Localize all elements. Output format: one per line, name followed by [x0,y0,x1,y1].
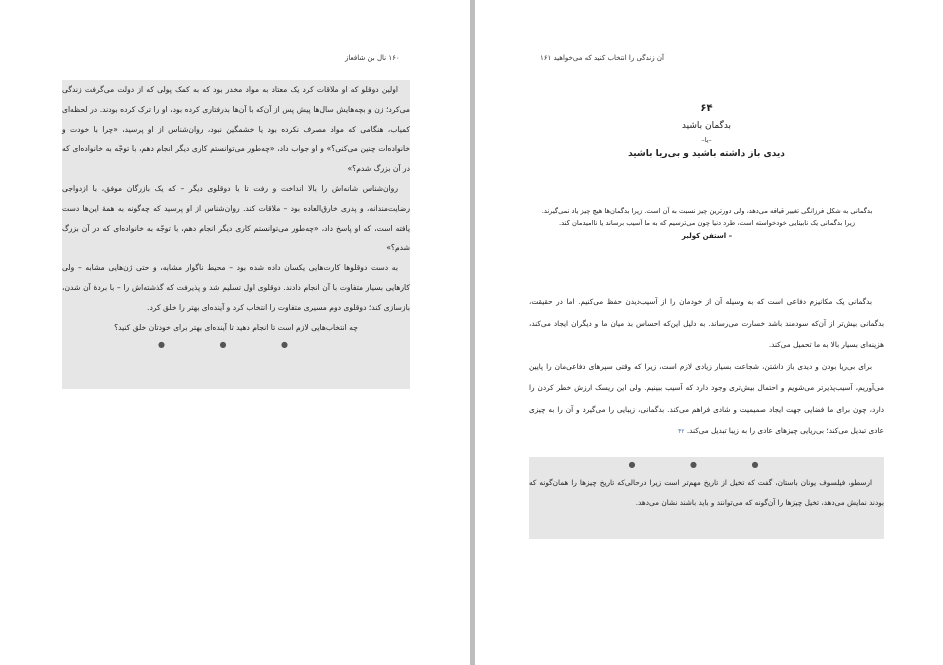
epigraph-author: – استفن کولبر [681,232,733,240]
paragraph-text: برای بی‌ریا بودن و دیدی باز داشتن، شجاعت بسیار زیادی لازم است، زیرا که وقتی سپرهای دفاعی‌مان را پایین می‌آوریم، آسیب‌پذیرتر می‌شویم و احتمال بیش‌تری وجود دارد که آسیب ببینیم. ولی این ریسک ارزش خطر کردن را دارد، چون برای ما فضایی جهت ایجاد صمیمیت و شادی فراهم می‌کند. بدگمانی، زیبایی را می‌گیرد و آن را به چیزی عادی تبدیل می‌کند؛ بی‌ریایی چیزهای عادی را به زیبا تبدیل می‌کند. [529,361,884,435]
paragraph: بدگمانی یک مکانیزم دفاعی است که به وسیله آن از خودمان را از آسیب‌دیدن حفظ می‌کنیم. اما در حقیقت، بدگمانی بیش‌تر از آن‌که سودمند باشد خسارت می‌رساند. به دلیل این‌که احساس بد میان ما و دیگران ایجاد می‌کند، هزینه‌ای بسیار بالا به ما تحمیل می‌کند. [529,297,884,349]
footnote-ref[interactable]: ۴۲ [678,428,685,435]
left-page [0,0,470,665]
right-page [475,0,943,665]
epigraph [537,205,877,242]
paragraph: به دست دوقلوها کارت‌هایی یکسان داده شده بود – محیط ناگوار مشابه، و حتی ژن‌هایی مشابه – ولی کارهایی بسیار متفاوت با آن انجام دادند. دوقلوی اول تسلیم شد و پذیرفت که گذشته‌اش را – با بردهٔ آن شدن، بازسازی کند؛ دوقلوی دوم مسیری متفاوت را انتخاب کرد و آینده‌ای بهتر را خلق کرد. [62,263,410,312]
page-header: آن زندگی را انتخاب کنید که می‌خواهید ۱۶۱ [540,54,664,62]
page-header: ۱۶۰ نال بن شافعاز [345,54,400,62]
separator-dots: ● ● ● [628,460,785,469]
separator-dots: ● ● ● [157,340,315,350]
box-content [529,457,884,513]
paragraph: روان‌شناس شانه‌اش را بالا انداخت و رفت تا با دوقلوی دیگر – که یک بازرگان موفق، با ازدواجی رضایت‌مندانه، و پدری خارق‌العاده بود – ملاقات کند. روان‌شناس از او پرسید که چه‌گونه به همهٔ این‌ها دست یافته است، که او پاسخ داد، «چه‌طور می‌توانستم کاری دیگر انجام دهم، با توجّه به خانواده‌ای که در آن بزرگ شدم؟» [62,183,410,253]
right-body [529,291,884,443]
chapter-subtitle: بدگمان باشید [681,121,732,131]
chapter-number: ۶۴ [700,103,713,114]
left-body [62,80,410,353]
chapter-heading [529,100,884,162]
epigraph-text: بدگمانی به شکل فرزانگی تغییر قیافه می‌دهد، ولی دورترین چیز نسبت به آن است. زیرا بدگمان‌ها هیچ چیز یاد نمی‌گیرند. زیرا بدگمانی یک نابینایی خودخواسته است، طرد دنیا چون می‌ترسیم که به ما آسیب برساند یا ناامیدمان کند. [541,207,873,227]
chapter-title: دیدی باز داشته باشید و بی‌ریا باشید [628,149,785,159]
chapter-or: –یا– [701,136,712,144]
paragraph: ارسطو، فیلسوف یونان باستان، گفت که تخیل از تاریخ مهم‌تر است زیرا درحالی‌که تاریخ چیزها را همان‌گونه که بودند نمایش می‌دهد، تخیل چیزها را آن‌گونه که می‌توانند و باید باشند نشان می‌دهد. [529,478,884,507]
paragraph: اولین دوقلو که او ملاقات کرد یک معتاد به مواد مخدر بود که به کمک پولی که از دولت می‌گرفت زندگی می‌کرد؛ زن و بچه‌هایش سال‌ها پیش پس از آن‌که با آن‌ها بدرفتاری کرده بود، او را ترک کرده بودند. در لحظه‌ای کمیاب، هنگامی که مواد مصرف نکرده بود یا خشمگین نبود، روان‌شناس از او پرسید، «چرا با خودت و خانواده‌ات چنین می‌کنی؟» و او جواب داد، «چه‌طور می‌توانستم کاری دیگر انجام دهم، با توجّه به خانواده‌ای که در آن بزرگ شدم؟» [62,85,410,174]
paragraph [529,356,884,443]
question: چه انتخاب‌هایی لازم است تا انجام دهید تا آینده‌ای بهتر برای خودتان خلق کنید؟ [114,322,358,332]
